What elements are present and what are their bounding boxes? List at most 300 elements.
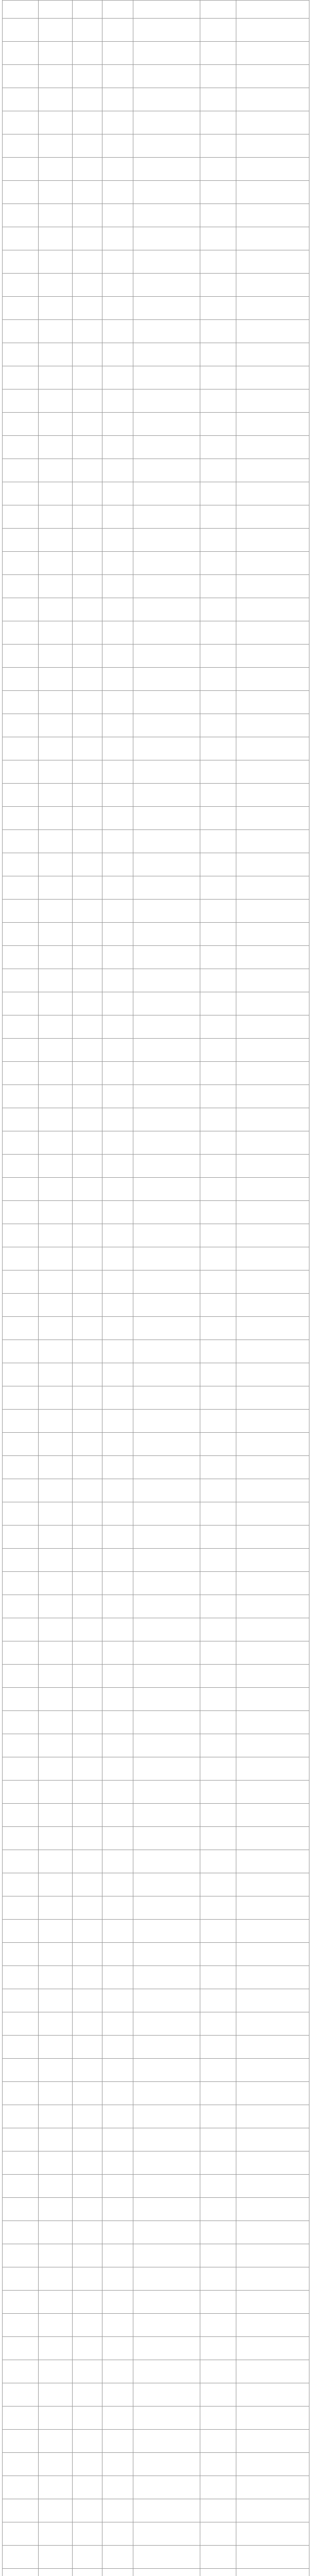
table-cell-col-1 — [3, 42, 39, 65]
table-cell-col-2 — [39, 1155, 73, 1178]
table-cell-col-2 — [39, 65, 73, 88]
table-cell-col-5 — [133, 2569, 200, 2576]
table-cell-col-1 — [3, 923, 39, 946]
table-cell-col-1 — [3, 2430, 39, 2453]
table-cell-col-6 — [200, 1039, 236, 1062]
table-cell-col-6 — [200, 552, 236, 575]
table-cell-col-2 — [39, 1920, 73, 1943]
table-cell-col-4 — [102, 88, 133, 111]
table-cell-col-6 — [200, 2244, 236, 2267]
table-cell-col-1 — [3, 2198, 39, 2221]
table-cell-col-2 — [39, 1711, 73, 1734]
table-row — [3, 598, 309, 621]
table-cell-col-5 — [133, 1039, 200, 1062]
table-cell-col-7 — [236, 2151, 309, 2175]
table-cell-col-1 — [3, 575, 39, 598]
table-cell-col-4 — [102, 1015, 133, 1039]
table-cell-col-3 — [73, 1711, 102, 1734]
table-cell-col-4 — [102, 2012, 133, 2036]
table-cell-col-5 — [133, 2314, 200, 2337]
table-cell-col-3 — [73, 65, 102, 88]
table-cell-col-5 — [133, 714, 200, 737]
table-cell-col-7 — [236, 42, 309, 65]
table-cell-col-7 — [236, 65, 309, 88]
table-cell-col-6 — [200, 575, 236, 598]
table-cell-col-7 — [236, 1155, 309, 1178]
table-cell-col-2 — [39, 1340, 73, 1363]
table-cell-col-1 — [3, 621, 39, 645]
table-cell-col-5 — [133, 1363, 200, 1386]
table-cell-col-7 — [236, 1827, 309, 1850]
table-cell-col-4 — [102, 598, 133, 621]
table-cell-col-5 — [133, 1155, 200, 1178]
table-cell-col-3 — [73, 2383, 102, 2406]
table-cell-col-7 — [236, 1433, 309, 1456]
table-cell-col-2 — [39, 2406, 73, 2430]
table-cell-col-1 — [3, 2128, 39, 2151]
table-cell-col-2 — [39, 1688, 73, 1711]
table-cell-col-6 — [200, 482, 236, 505]
table-cell-col-3 — [73, 482, 102, 505]
table-cell-col-2 — [39, 88, 73, 111]
table-row — [3, 1572, 309, 1595]
table-cell-col-4 — [102, 436, 133, 459]
table-cell-col-7 — [236, 1966, 309, 1989]
table-cell-col-4 — [102, 2453, 133, 2476]
table-cell-col-4 — [102, 1595, 133, 1618]
table-cell-col-1 — [3, 1734, 39, 1757]
table-cell-col-6 — [200, 807, 236, 830]
table-row — [3, 1317, 309, 1340]
table-row — [3, 2036, 309, 2059]
table-cell-col-5 — [133, 1896, 200, 1920]
table-cell-col-6 — [200, 1804, 236, 1827]
table-cell-col-5 — [133, 645, 200, 668]
table-cell-col-4 — [102, 389, 133, 413]
table-cell-col-4 — [102, 2314, 133, 2337]
table-row — [3, 2059, 309, 2082]
table-cell-col-4 — [102, 1340, 133, 1363]
table-cell-col-6 — [200, 2569, 236, 2576]
table-row — [3, 1781, 309, 1804]
table-cell-col-7 — [236, 2522, 309, 2546]
table-cell-col-6 — [200, 737, 236, 760]
table-cell-col-7 — [236, 575, 309, 598]
table-cell-col-5 — [133, 2406, 200, 2430]
table-cell-col-4 — [102, 1549, 133, 1572]
table-cell-col-7 — [236, 2128, 309, 2151]
table-cell-col-3 — [73, 853, 102, 876]
table-cell-col-4 — [102, 900, 133, 923]
table-row — [3, 668, 309, 691]
table-cell-col-4 — [102, 366, 133, 389]
table-cell-col-7 — [236, 1920, 309, 1943]
table-cell-col-1 — [3, 1131, 39, 1155]
table-cell-col-3 — [73, 1989, 102, 2012]
table-cell-col-1 — [3, 1479, 39, 1502]
table-cell-col-5 — [133, 1201, 200, 1224]
table-cell-col-7 — [236, 2198, 309, 2221]
table-cell-col-1 — [3, 714, 39, 737]
table-cell-col-1 — [3, 181, 39, 204]
table-cell-col-7 — [236, 668, 309, 691]
table-cell-col-3 — [73, 668, 102, 691]
table-cell-col-5 — [133, 1989, 200, 2012]
table-cell-col-1 — [3, 1549, 39, 1572]
table-cell-col-5 — [133, 320, 200, 343]
table-cell-col-7 — [236, 1015, 309, 1039]
table-cell-col-7 — [236, 181, 309, 204]
table-cell-col-7 — [236, 1549, 309, 1572]
table-row — [3, 134, 309, 158]
table-cell-col-7 — [236, 204, 309, 227]
table-cell-col-5 — [133, 760, 200, 784]
table-cell-col-4 — [102, 760, 133, 784]
table-cell-col-2 — [39, 830, 73, 853]
table-cell-col-5 — [133, 2244, 200, 2267]
table-cell-col-2 — [39, 760, 73, 784]
table-cell-col-4 — [102, 1850, 133, 1873]
table-cell-col-2 — [39, 1247, 73, 1270]
table-cell-col-7 — [236, 227, 309, 250]
table-cell-col-6 — [200, 181, 236, 204]
column-header-4 — [102, 1, 133, 19]
table-cell-col-2 — [39, 181, 73, 204]
table-cell-col-6 — [200, 2059, 236, 2082]
table-cell-col-7 — [236, 2453, 309, 2476]
table-cell-col-3 — [73, 181, 102, 204]
table-row — [3, 1896, 309, 1920]
table-row — [3, 691, 309, 714]
table-cell-col-1 — [3, 1502, 39, 1526]
table-cell-col-5 — [133, 575, 200, 598]
table-cell-col-6 — [200, 1572, 236, 1595]
table-cell-col-7 — [236, 250, 309, 274]
table-cell-col-1 — [3, 946, 39, 969]
table-cell-col-7 — [236, 876, 309, 900]
table-cell-col-7 — [236, 714, 309, 737]
table-cell-col-5 — [133, 2291, 200, 2314]
table-cell-col-6 — [200, 2314, 236, 2337]
table-cell-col-2 — [39, 482, 73, 505]
table-cell-col-6 — [200, 1665, 236, 1688]
table-cell-col-5 — [133, 2453, 200, 2476]
table-cell-col-3 — [73, 2430, 102, 2453]
table-cell-col-1 — [3, 645, 39, 668]
table-cell-col-6 — [200, 343, 236, 366]
column-header-3 — [73, 1, 102, 19]
table-row — [3, 1201, 309, 1224]
table-cell-col-3 — [73, 1108, 102, 1131]
table-cell-col-4 — [102, 2082, 133, 2105]
table-cell-col-6 — [200, 2175, 236, 2198]
table-cell-col-5 — [133, 2105, 200, 2128]
table-cell-col-7 — [236, 2430, 309, 2453]
table-cell-col-7 — [236, 2546, 309, 2569]
table-cell-col-3 — [73, 505, 102, 529]
table-cell-col-4 — [102, 876, 133, 900]
table-cell-col-3 — [73, 946, 102, 969]
table-cell-col-3 — [73, 2337, 102, 2360]
table-cell-col-4 — [102, 65, 133, 88]
table-cell-col-3 — [73, 158, 102, 181]
table-cell-col-6 — [200, 1688, 236, 1711]
table-cell-col-4 — [102, 250, 133, 274]
table-cell-col-3 — [73, 714, 102, 737]
table-row — [3, 714, 309, 737]
table-cell-col-4 — [102, 19, 133, 42]
table-row — [3, 2314, 309, 2337]
table-cell-col-7 — [236, 505, 309, 529]
table-cell-col-2 — [39, 2314, 73, 2337]
table-cell-col-4 — [102, 575, 133, 598]
table-cell-col-3 — [73, 111, 102, 134]
table-cell-col-3 — [73, 575, 102, 598]
table-cell-col-5 — [133, 366, 200, 389]
table-cell-col-5 — [133, 529, 200, 552]
table-cell-col-6 — [200, 320, 236, 343]
table-row — [3, 204, 309, 227]
table-cell-col-3 — [73, 204, 102, 227]
table-cell-col-6 — [200, 946, 236, 969]
table-cell-col-2 — [39, 1966, 73, 1989]
table-cell-col-5 — [133, 2082, 200, 2105]
table-cell-col-5 — [133, 1247, 200, 1270]
table-cell-col-3 — [73, 1734, 102, 1757]
table-cell-col-4 — [102, 158, 133, 181]
table-cell-col-5 — [133, 1294, 200, 1317]
column-header-7 — [236, 1, 309, 19]
table-cell-col-4 — [102, 1873, 133, 1896]
table-row — [3, 621, 309, 645]
table-cell-col-4 — [102, 1641, 133, 1665]
table-cell-col-4 — [102, 1734, 133, 1757]
table-cell-col-6 — [200, 1920, 236, 1943]
table-cell-col-2 — [39, 2175, 73, 2198]
table-cell-col-2 — [39, 1781, 73, 1804]
table-cell-col-7 — [236, 88, 309, 111]
table-row — [3, 459, 309, 482]
table-cell-col-6 — [200, 204, 236, 227]
table-cell-col-1 — [3, 1989, 39, 2012]
table-cell-col-6 — [200, 389, 236, 413]
table-cell-col-7 — [236, 2569, 309, 2576]
table-cell-col-6 — [200, 297, 236, 320]
table-cell-col-5 — [133, 900, 200, 923]
table-cell-col-3 — [73, 1804, 102, 1827]
data-table — [2, 0, 309, 2576]
table-cell-col-1 — [3, 1294, 39, 1317]
table-row — [3, 274, 309, 297]
table-cell-col-2 — [39, 1804, 73, 1827]
table-cell-col-3 — [73, 1896, 102, 1920]
table-cell-col-7 — [236, 2499, 309, 2522]
table-row — [3, 2337, 309, 2360]
table-cell-col-2 — [39, 366, 73, 389]
table-row — [3, 227, 309, 250]
table-row — [3, 2175, 309, 2198]
table-cell-col-6 — [200, 1178, 236, 1201]
table-cell-col-6 — [200, 529, 236, 552]
table-cell-col-7 — [236, 1873, 309, 1896]
table-cell-col-5 — [133, 2522, 200, 2546]
table-cell-col-3 — [73, 1062, 102, 1085]
table-row — [3, 1943, 309, 1966]
table-cell-col-1 — [3, 1039, 39, 1062]
table-row — [3, 2406, 309, 2430]
table-cell-col-4 — [102, 621, 133, 645]
table-cell-col-5 — [133, 2175, 200, 2198]
table-cell-col-5 — [133, 668, 200, 691]
table-cell-col-7 — [236, 1595, 309, 1618]
table-cell-col-7 — [236, 1340, 309, 1363]
table-cell-col-6 — [200, 923, 236, 946]
table-cell-col-7 — [236, 1711, 309, 1734]
table-cell-col-2 — [39, 2082, 73, 2105]
table-cell-col-4 — [102, 1410, 133, 1433]
table-cell-col-2 — [39, 505, 73, 529]
table-row — [3, 1502, 309, 1526]
table-row — [3, 645, 309, 668]
table-cell-col-5 — [133, 923, 200, 946]
table-cell-col-6 — [200, 1734, 236, 1757]
table-row — [3, 1340, 309, 1363]
table-cell-col-1 — [3, 227, 39, 250]
table-cell-col-4 — [102, 1456, 133, 1479]
table-cell-col-4 — [102, 2406, 133, 2430]
table-cell-col-2 — [39, 2499, 73, 2522]
table-row — [3, 320, 309, 343]
table-row — [3, 482, 309, 505]
table-cell-col-4 — [102, 1433, 133, 1456]
table-cell-col-2 — [39, 2128, 73, 2151]
table-cell-col-6 — [200, 1410, 236, 1433]
table-cell-col-4 — [102, 320, 133, 343]
table-row — [3, 2105, 309, 2128]
table-row — [3, 946, 309, 969]
table-cell-col-5 — [133, 1757, 200, 1781]
table-cell-col-4 — [102, 737, 133, 760]
table-cell-col-2 — [39, 1317, 73, 1340]
table-row — [3, 2244, 309, 2267]
column-header-6 — [200, 1, 236, 19]
table-cell-col-3 — [73, 1363, 102, 1386]
table-cell-col-2 — [39, 691, 73, 714]
table-cell-col-1 — [3, 459, 39, 482]
table-cell-col-1 — [3, 2221, 39, 2244]
table-cell-col-2 — [39, 1665, 73, 1688]
table-cell-col-5 — [133, 1108, 200, 1131]
table-cell-col-4 — [102, 2244, 133, 2267]
table-cell-col-2 — [39, 621, 73, 645]
table-cell-col-6 — [200, 2082, 236, 2105]
table-cell-col-3 — [73, 900, 102, 923]
table-cell-col-4 — [102, 1688, 133, 1711]
table-cell-col-4 — [102, 2476, 133, 2499]
table-cell-col-1 — [3, 784, 39, 807]
table-cell-col-4 — [102, 111, 133, 134]
table-cell-col-7 — [236, 1688, 309, 1711]
table-cell-col-4 — [102, 2267, 133, 2291]
table-cell-col-2 — [39, 2244, 73, 2267]
table-cell-col-1 — [3, 1688, 39, 1711]
table-cell-col-2 — [39, 2430, 73, 2453]
table-cell-col-6 — [200, 1641, 236, 1665]
table-cell-col-7 — [236, 459, 309, 482]
table-cell-col-4 — [102, 1572, 133, 1595]
table-cell-col-3 — [73, 2314, 102, 2337]
table-cell-col-3 — [73, 1502, 102, 1526]
table-row — [3, 2151, 309, 2175]
table-cell-col-4 — [102, 1827, 133, 1850]
table-cell-col-5 — [133, 1502, 200, 1526]
table-cell-col-6 — [200, 111, 236, 134]
table-cell-col-5 — [133, 2360, 200, 2383]
table-cell-col-6 — [200, 1549, 236, 1572]
table-cell-col-5 — [133, 830, 200, 853]
table-cell-col-6 — [200, 1015, 236, 1039]
table-cell-col-3 — [73, 2522, 102, 2546]
table-cell-col-5 — [133, 42, 200, 65]
table-cell-col-6 — [200, 1711, 236, 1734]
table-cell-col-4 — [102, 668, 133, 691]
table-cell-col-3 — [73, 1549, 102, 1572]
table-cell-col-4 — [102, 2128, 133, 2151]
table-cell-col-1 — [3, 2360, 39, 2383]
table-cell-col-7 — [236, 552, 309, 575]
table-row — [3, 1178, 309, 1201]
table-cell-col-2 — [39, 320, 73, 343]
table-row — [3, 1062, 309, 1085]
table-cell-col-6 — [200, 2499, 236, 2522]
table-cell-col-6 — [200, 900, 236, 923]
table-cell-col-5 — [133, 552, 200, 575]
table-row — [3, 297, 309, 320]
table-cell-col-5 — [133, 2499, 200, 2522]
table-cell-col-6 — [200, 992, 236, 1015]
table-cell-col-4 — [102, 227, 133, 250]
table-cell-col-7 — [236, 1224, 309, 1247]
table-cell-col-1 — [3, 1456, 39, 1479]
table-row — [3, 1294, 309, 1317]
table-cell-col-3 — [73, 2406, 102, 2430]
table-cell-col-1 — [3, 2036, 39, 2059]
table-row — [3, 2453, 309, 2476]
table-cell-col-1 — [3, 1711, 39, 1734]
table-cell-col-6 — [200, 1247, 236, 1270]
table-cell-col-6 — [200, 505, 236, 529]
table-cell-col-5 — [133, 598, 200, 621]
table-cell-col-1 — [3, 2082, 39, 2105]
table-cell-col-2 — [39, 1641, 73, 1665]
table-cell-col-6 — [200, 1363, 236, 1386]
table-cell-col-1 — [3, 134, 39, 158]
table-cell-col-6 — [200, 784, 236, 807]
table-cell-col-1 — [3, 65, 39, 88]
table-cell-col-6 — [200, 645, 236, 668]
table-cell-col-3 — [73, 645, 102, 668]
table-cell-col-5 — [133, 737, 200, 760]
table-cell-col-4 — [102, 1224, 133, 1247]
table-cell-col-4 — [102, 2337, 133, 2360]
table-cell-col-5 — [133, 1734, 200, 1757]
table-cell-col-1 — [3, 2105, 39, 2128]
table-cell-col-7 — [236, 320, 309, 343]
table-cell-col-4 — [102, 1711, 133, 1734]
table-cell-col-2 — [39, 204, 73, 227]
table-cell-col-7 — [236, 784, 309, 807]
table-cell-col-3 — [73, 1247, 102, 1270]
